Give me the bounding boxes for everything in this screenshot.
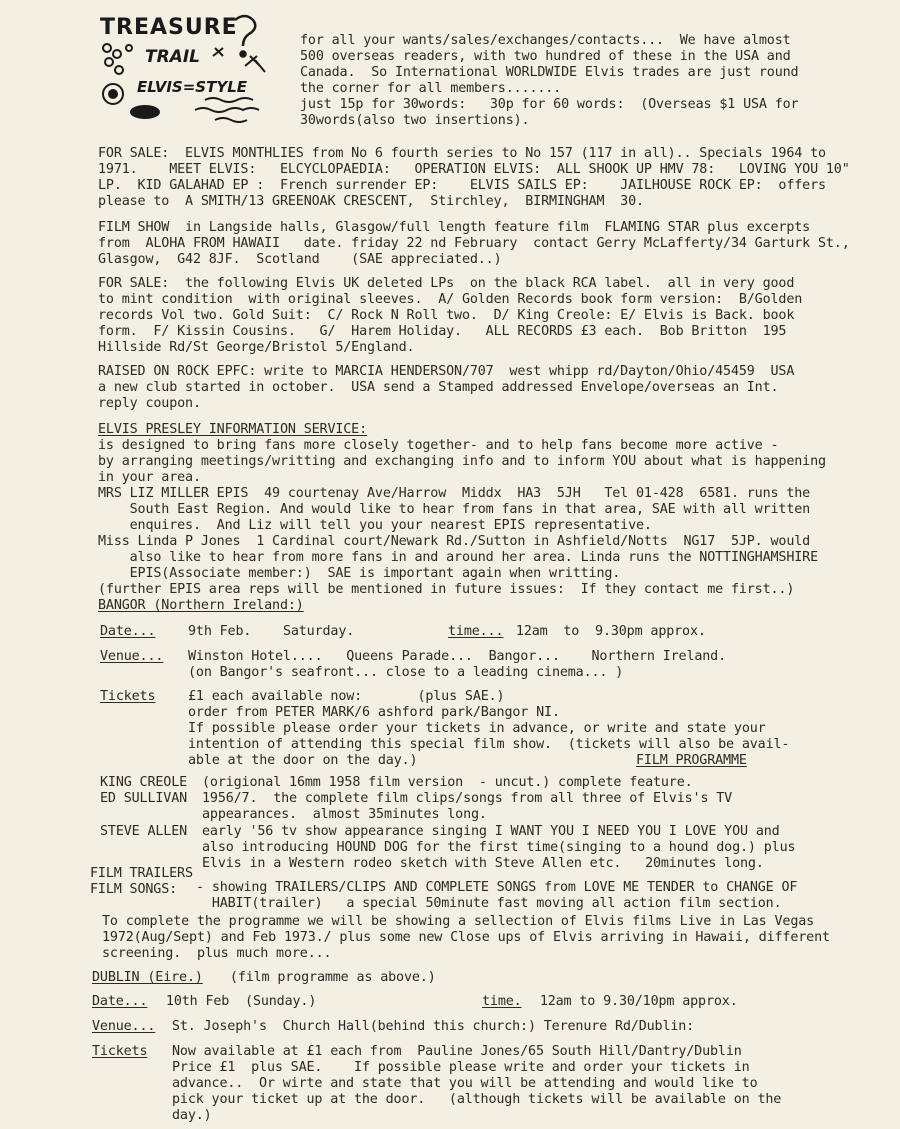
intro-line: 30words(also two insertions). xyxy=(300,113,530,128)
ad-line: records Vol two. Gold Suit: C/ Rock N Roll two. D/ King Creole: E/ Elvis is Back. book xyxy=(98,308,795,323)
date-value: 9th Feb. Saturday. xyxy=(188,624,355,639)
programme-line: (origional 16mm 1958 film version - uncut.) complete feature. xyxy=(202,775,693,790)
programme-line: - showing TRAILERS/CLIPS AND COMPLETE SONGS from LOVE ME TENDER to CHANGE OF xyxy=(196,880,798,895)
tickets-line: Now available at £1 each from Pauline Jones/65 South Hill/Dantry/Dublin xyxy=(172,1044,742,1059)
epis-line: EPIS(Associate member:) SAE is important again when writting. xyxy=(98,566,621,581)
date-value: 10th Feb (Sunday.) xyxy=(158,994,317,1009)
programme-label: STEVE ALLEN xyxy=(100,824,188,839)
epis-line: is designed to bring fans more closely together- and to help fans become more active - xyxy=(98,438,779,453)
bangor-heading: BANGOR (Northern Ireland:) xyxy=(98,598,304,613)
epis-line: Miss Linda P Jones 1 Cardinal court/Newark Rd./Sutton in Ashfield/Notts NG17 5JP. would xyxy=(98,534,811,549)
ad-line: form. F/ Kissin Cousins. G/ Harem Holiday. ALL RECORDS £3 each. Bob Britton 195 xyxy=(98,324,787,339)
venue-label: Venue... xyxy=(100,649,164,664)
ad-line: FOR SALE: ELVIS MONTHLIES from No 6 fourth series to No 157 (117 in all).. Specials 1964 to xyxy=(98,146,826,161)
motion-lines-icon xyxy=(195,98,259,122)
logo-line-1: TREASURE xyxy=(100,15,238,40)
question-mark-icon xyxy=(235,16,255,57)
programme-line: early '56 tv show appearance singing I WANT YOU I NEED YOU I LOVE YOU and xyxy=(202,824,780,839)
tickets-line: Price £1 plus SAE. If possible please write and order your tickets in xyxy=(172,1060,750,1075)
ad-line: Glasgow, G42 8JF. Scotland (SAE appreciated..) xyxy=(98,252,502,267)
logo-line-2: TRAIL xyxy=(145,47,201,67)
tickets-line: intention of attending this special film show. (tickets will also be avail- xyxy=(188,737,790,752)
programme-line: Elvis in a Western rodeo sketch with Steve Allen etc. 20minutes long. xyxy=(202,856,764,871)
ad-line: from ALOHA FROM HAWAII date. friday 22 nd February contact Gerry McLafferty/34 Garturk St., xyxy=(98,236,850,251)
closing-line: screening. plus much more... xyxy=(102,946,332,961)
film-programme-heading: FILM PROGRAMME xyxy=(636,753,747,768)
time-value: 12am to 9.30pm approx. xyxy=(508,624,706,639)
ad-line: LP. KID GALAHAD EP : French surrender EP: ELVIS SAILS EP: JAILHOUSE ROCK EP: offers xyxy=(98,178,826,193)
tickets-line: order from PETER MARK/6 ashford park/Bangor NI. xyxy=(188,705,560,720)
ad-line: FOR SALE: the following Elvis UK deleted LPs on the black RCA label. all in very good xyxy=(98,276,795,291)
epis-line: also like to hear from more fans in and around her area. Linda runs the NOTTINGHAMSHIRE xyxy=(98,550,818,565)
programme-line: appearances. almost 35minutes long. xyxy=(202,807,487,822)
intro-line: Canada. So International WORLDWIDE Elvis trades are just round xyxy=(300,65,799,80)
logo-line-3: ELVIS=STYLE xyxy=(137,78,248,96)
programme-line: also introducing HOUND DOG for the first time(singing to a hound dog.) plus xyxy=(202,840,796,855)
venue-line: Winston Hotel.... Queens Parade... Bangor... Northern Ireland. xyxy=(188,649,727,664)
ad-line: 1971. MEET ELVIS: ELCYCLOPAEDIA: OPERATION ELVIS: ALL SHOOK UP HMV 78: LOVING YOU 10" xyxy=(98,162,850,177)
date-label: Date... xyxy=(100,624,156,639)
intro-line: just 15p for 30words: 30p for 60 words: (Overseas $1 USA for xyxy=(300,97,799,112)
venue-value: St. Joseph's Church Hall(behind this church:) Terenure Rd/Dublin: xyxy=(164,1019,695,1034)
treasure-trail-logo xyxy=(95,8,285,128)
programme-line: HABIT(trailer) a special 50minute fast moving all action film section. xyxy=(196,896,782,911)
venue-label: Venue... xyxy=(92,1019,156,1034)
ad-line: please to A SMITH/13 GREENOAK CRESCENT, Stirchley, BIRMINGHAM 30. xyxy=(98,194,644,209)
epis-line: (further EPIS area reps will be mentioned in future issues: If they contact me first..) xyxy=(98,582,795,597)
dublin-heading-note: (film programme as above.) xyxy=(222,970,436,985)
epis-line: enquires. And Liz will tell you your nearest EPIS representative. xyxy=(98,518,652,533)
tickets-line: If possible please order your tickets in advance, or write and state your xyxy=(188,721,766,736)
intro-line: for all your wants/sales/exchanges/contacts... We have almost xyxy=(300,33,791,48)
closing-line: To complete the programme we will be showing a sellection of Elvis films Live in Las Vegas xyxy=(102,914,815,929)
section-heading: ELVIS PRESLEY INFORMATION SERVICE: xyxy=(98,422,368,437)
ad-line: a new club started in october. USA send a Stamped addressed Envelope/overseas an Int. xyxy=(98,380,779,395)
programme-label: ED SULLIVAN xyxy=(100,791,188,806)
time-value: 12am to 9.30/10pm approx. xyxy=(524,994,738,1009)
tickets-line: day.) xyxy=(172,1108,212,1123)
dublin-heading: DUBLIN (Eire.) xyxy=(92,970,203,985)
programme-label: FILM SONGS: xyxy=(90,882,178,897)
programme-line: 1956/7. the complete film clips/songs from all three of Elvis's TV xyxy=(202,791,733,806)
date-label: Date... xyxy=(92,994,148,1009)
tickets-line: able at the door on the day.) xyxy=(188,753,418,768)
tickets-line: advance.. Or wirte and state that you will be attending and would like to xyxy=(172,1076,758,1091)
ad-line: reply coupon. xyxy=(98,396,201,411)
programme-label: KING CREOLE xyxy=(100,775,188,790)
ad-line: Hillside Rd/St George/Bristol 5/England. xyxy=(98,340,415,355)
ad-line: FILM SHOW in Langside halls, Glasgow/full length feature film FLAMING STAR plus excerpts xyxy=(98,220,811,235)
tickets-line: pick your ticket up at the door. (although tickets will be available on the xyxy=(172,1092,782,1107)
ad-line: RAISED ON ROCK EPFC: write to MARCIA HENDERSON/707 west whipp rd/Dayton/Ohio/45459 USA xyxy=(98,364,795,379)
tickets-label: Tickets xyxy=(92,1044,148,1059)
epis-line: MRS LIZ MILLER EPIS 49 courtenay Ave/Harrow Middx HA3 5JH Tel 01-428 6581. runs the xyxy=(98,486,811,501)
intro-line: 500 overseas readers, with two hundred of these in the USA and xyxy=(300,49,791,64)
epis-line: South East Region. And would like to hear from fans in that area, SAE with all written xyxy=(98,502,811,517)
bead-chain-icon xyxy=(103,44,132,74)
time-label: time... xyxy=(448,624,504,639)
ad-line: to mint condition with original sleeves. A/ Golden Records book form version: B/Golden xyxy=(98,292,803,307)
tickets-label: Tickets xyxy=(100,689,156,704)
tickets-line: £1 each available now: (plus SAE.) xyxy=(188,689,505,704)
closing-line: 1972(Aug/Sept) and Feb 1973./ plus some new Close ups of Elvis arriving in Hawaii, different xyxy=(102,930,830,945)
programme-label: FILM TRAILERS xyxy=(90,866,193,881)
intro-line: the corner for all members....... xyxy=(300,81,562,96)
epis-line: by arranging meetings/writting and exchanging info and to inform YOU about what is happening xyxy=(98,454,826,469)
venue-line: (on Bangor's seafront... close to a leading cinema... ) xyxy=(188,665,624,680)
epis-line: in your area. xyxy=(98,470,201,485)
sword-icon xyxy=(213,48,265,72)
time-label: time. xyxy=(482,994,522,1009)
